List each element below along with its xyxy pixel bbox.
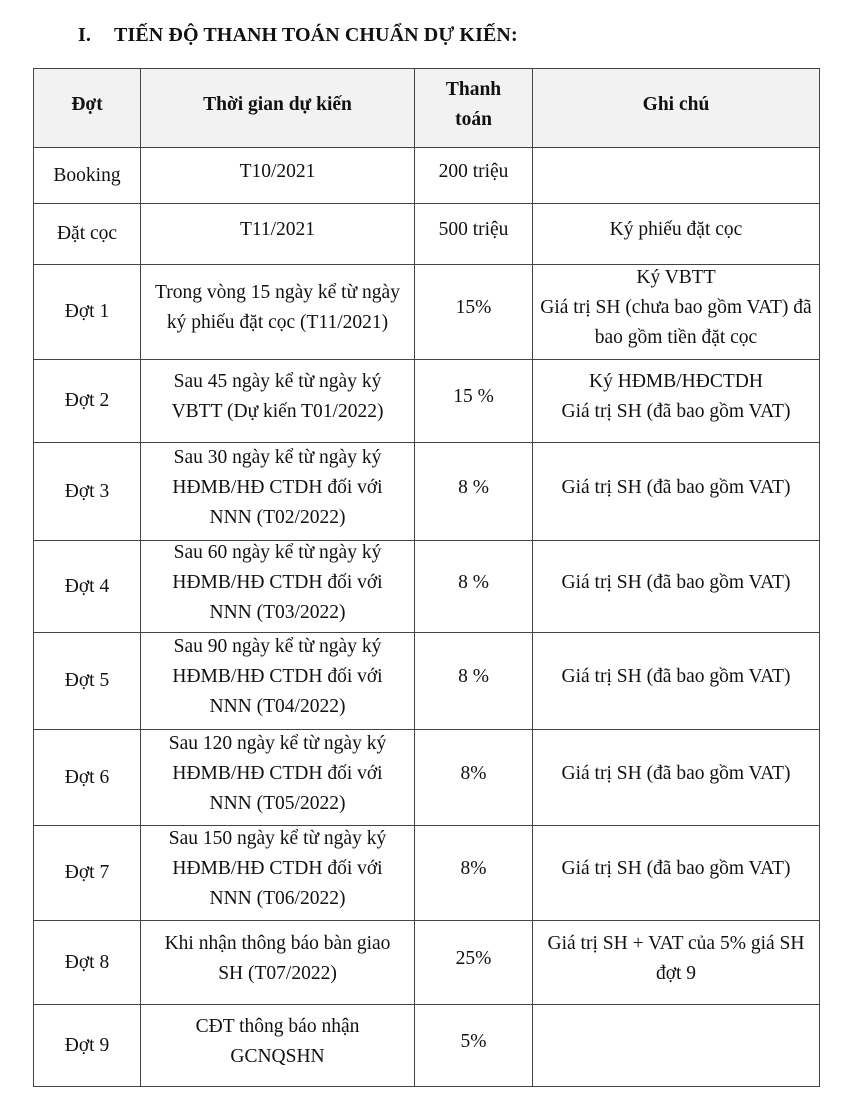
cell-installment bbox=[34, 265, 141, 360]
cell-installment bbox=[34, 360, 141, 443]
cell-expected-time-text: Sau 150 ngày kể từ ngày ký HĐMB/HĐ CTDH đối với NNN (T06/2022) bbox=[168, 828, 387, 909]
cell-notes-text: Giá trị SH (đã bao gồm VAT) bbox=[561, 858, 791, 879]
cell-payment-text: 15% bbox=[455, 297, 492, 318]
cell-payment-text: 8 % bbox=[458, 666, 489, 687]
section-number: I. bbox=[78, 24, 91, 46]
cell-notes bbox=[533, 633, 820, 730]
cell-expected-time bbox=[141, 1005, 415, 1087]
cell-notes-text: Giá trị SH (đã bao gồm VAT) bbox=[561, 666, 791, 687]
cell-installment bbox=[34, 921, 141, 1005]
header-installment: Đợt bbox=[34, 69, 141, 148]
cell-payment-text: 8 % bbox=[458, 476, 489, 498]
table-row bbox=[34, 1005, 820, 1087]
cell-expected-time bbox=[141, 633, 415, 730]
cell-expected-time bbox=[141, 541, 415, 633]
cell-installment-text: Booking bbox=[53, 164, 121, 186]
cell-payment bbox=[415, 921, 533, 1005]
cell-payment bbox=[415, 265, 533, 360]
cell-notes bbox=[533, 826, 820, 921]
cell-notes bbox=[533, 360, 820, 443]
table-row bbox=[34, 921, 820, 1005]
section-title: TIẾN ĐỘ THANH TOÁN CHUẨN DỰ KIẾN: bbox=[114, 24, 518, 46]
table-header-row bbox=[34, 69, 820, 148]
cell-payment-text: 200 triệu bbox=[438, 160, 509, 182]
cell-payment bbox=[415, 443, 533, 541]
payment-schedule-table bbox=[33, 68, 820, 1087]
section-heading bbox=[78, 24, 518, 47]
cell-payment bbox=[415, 633, 533, 730]
table-row bbox=[34, 265, 820, 360]
cell-installment-text: Đợt 4 bbox=[64, 575, 110, 597]
header-notes: Ghi chú bbox=[533, 69, 820, 148]
cell-expected-time bbox=[141, 204, 415, 265]
cell-notes bbox=[533, 265, 820, 360]
cell-expected-time bbox=[141, 730, 415, 826]
cell-notes-text: Giá trị SH (đã bao gồm VAT) bbox=[561, 476, 791, 498]
cell-notes-text: Ký phiếu đặt cọc bbox=[609, 219, 743, 240]
table-row bbox=[34, 443, 820, 541]
cell-payment-text: 8% bbox=[460, 762, 487, 784]
cell-expected-time-text: Sau 120 ngày kể từ ngày ký HĐMB/HĐ CTDH đối với NNN (T05/2022) bbox=[168, 732, 387, 814]
cell-payment bbox=[415, 730, 533, 826]
table-body bbox=[34, 148, 820, 1087]
cell-notes-text: Ký VBTT Giá trị SH (chưa bao gồm VAT) đã bao gồm tiền đặt cọc bbox=[540, 267, 812, 348]
cell-notes bbox=[533, 730, 820, 826]
table-row bbox=[34, 541, 820, 633]
cell-expected-time bbox=[141, 148, 415, 204]
cell-expected-time-text: T10/2021 bbox=[239, 160, 316, 182]
cell-installment bbox=[34, 633, 141, 730]
cell-installment bbox=[34, 826, 141, 921]
cell-notes bbox=[533, 148, 820, 204]
cell-payment-text: 500 triệu bbox=[438, 219, 509, 240]
header-payment-label: Thanh toán bbox=[445, 79, 502, 130]
cell-payment bbox=[415, 1005, 533, 1087]
cell-installment-text: Đợt 5 bbox=[64, 670, 110, 691]
cell-notes bbox=[533, 204, 820, 265]
cell-payment-text: 8% bbox=[460, 858, 487, 879]
cell-installment bbox=[34, 541, 141, 633]
cell-installment-text: Đợt 2 bbox=[64, 390, 110, 411]
cell-installment-text: Đợt 6 bbox=[64, 766, 110, 788]
cell-expected-time bbox=[141, 265, 415, 360]
cell-expected-time-text: Khi nhận thông báo bàn giao SH (T07/2022) bbox=[164, 932, 391, 984]
table-row bbox=[34, 148, 820, 204]
header-expected-time: Thời gian dự kiến bbox=[141, 69, 415, 148]
cell-notes bbox=[533, 541, 820, 633]
cell-payment bbox=[415, 360, 533, 443]
cell-installment-text: Đợt 7 bbox=[64, 862, 110, 883]
cell-installment bbox=[34, 730, 141, 826]
cell-installment bbox=[34, 204, 141, 265]
cell-installment-text: Đợt 9 bbox=[64, 1034, 110, 1056]
cell-installment-text: Đợt 3 bbox=[64, 480, 110, 502]
cell-expected-time-text: Sau 45 ngày kể từ ngày ký VBTT (Dự kiến T01/2022) bbox=[171, 371, 384, 422]
cell-expected-time bbox=[141, 443, 415, 541]
cell-installment bbox=[34, 443, 141, 541]
table-row bbox=[34, 633, 820, 730]
cell-installment bbox=[34, 148, 141, 204]
cell-notes-text: Giá trị SH + VAT của 5% giá SH đợt 9 bbox=[547, 932, 805, 984]
cell-notes bbox=[533, 1005, 820, 1087]
cell-payment bbox=[415, 826, 533, 921]
cell-expected-time-text: Sau 90 ngày kể từ ngày ký HĐMB/HĐ CTDH đối với NNN (T04/2022) bbox=[172, 636, 383, 717]
cell-payment-text: 8 % bbox=[458, 571, 489, 593]
cell-payment-text: 25% bbox=[455, 947, 492, 969]
cell-payment-text: 15 % bbox=[453, 386, 494, 407]
cell-installment-text: Đợt 1 bbox=[64, 301, 110, 322]
cell-expected-time-text: Sau 30 ngày kể từ ngày ký HĐMB/HĐ CTDH đối với NNN (T02/2022) bbox=[172, 446, 383, 528]
cell-expected-time bbox=[141, 360, 415, 443]
cell-payment bbox=[415, 541, 533, 633]
cell-expected-time bbox=[141, 826, 415, 921]
header-payment bbox=[415, 69, 533, 148]
cell-notes-text: Giá trị SH (đã bao gồm VAT) bbox=[561, 762, 791, 784]
table-row bbox=[34, 360, 820, 443]
cell-expected-time-text: T11/2021 bbox=[239, 219, 316, 240]
cell-notes bbox=[533, 921, 820, 1005]
cell-installment bbox=[34, 1005, 141, 1087]
cell-notes-text: Ký HĐMB/HĐCTDH Giá trị SH (đã bao gồm VAT) bbox=[561, 371, 791, 422]
cell-expected-time-text: CĐT thông báo nhận GCNQSHN bbox=[195, 1015, 360, 1067]
cell-expected-time-text: Sau 60 ngày kể từ ngày ký HĐMB/HĐ CTDH đối với NNN (T03/2022) bbox=[172, 541, 383, 623]
cell-notes bbox=[533, 443, 820, 541]
cell-notes-text: Giá trị SH (đã bao gồm VAT) bbox=[561, 571, 791, 593]
table-row bbox=[34, 826, 820, 921]
cell-expected-time-text: Trong vòng 15 ngày kể từ ngày ký phiếu đặt cọc (T11/2021) bbox=[155, 282, 400, 333]
cell-installment-text: Đặt cọc bbox=[56, 223, 118, 244]
table-row bbox=[34, 730, 820, 826]
cell-payment bbox=[415, 204, 533, 265]
cell-installment-text: Đợt 8 bbox=[64, 951, 110, 973]
cell-expected-time bbox=[141, 921, 415, 1005]
table-row bbox=[34, 204, 820, 265]
cell-payment-text: 5% bbox=[460, 1030, 487, 1052]
cell-payment bbox=[415, 148, 533, 204]
